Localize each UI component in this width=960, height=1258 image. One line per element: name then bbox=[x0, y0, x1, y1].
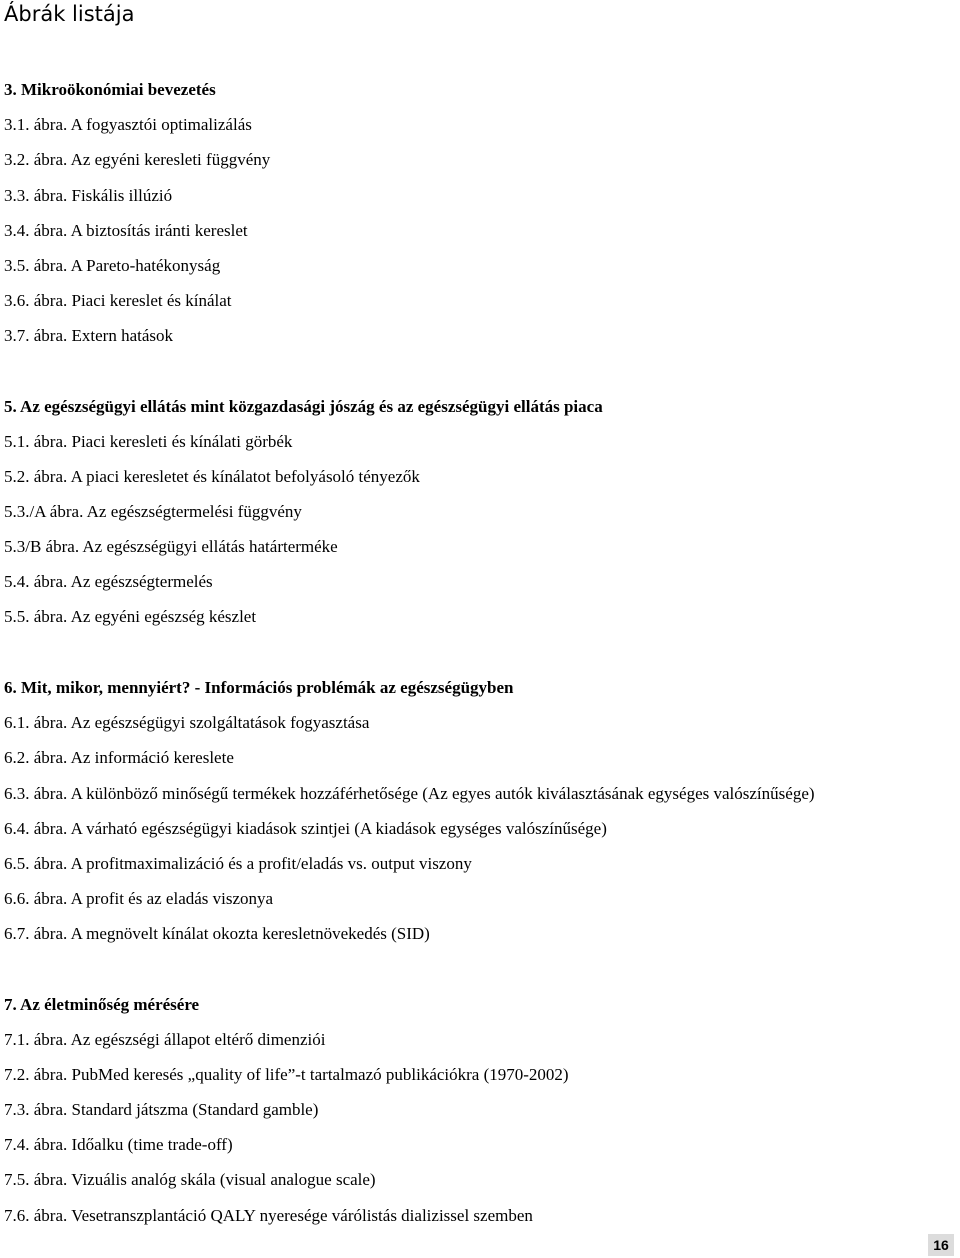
list-line: 6.7. ábra. A megnövelt kínálat okozta keresletnövekedés (SID) bbox=[4, 924, 430, 943]
list-line: 6.4. ábra. A várható egészségügyi kiadások szintjei (A kiadások egységes valószínűsége) bbox=[4, 819, 607, 838]
list-line: 5.1. ábra. Piaci keresleti és kínálati görbék bbox=[4, 432, 293, 451]
list-line: 7.1. ábra. Az egészségi állapot eltérő dimenziói bbox=[4, 1030, 326, 1049]
list-line: 7. Az életminőség mérésére bbox=[4, 995, 200, 1014]
list-line: 5. Az egészségügyi ellátás mint közgazdasági jószág és az egészségügyi ellátás piaca bbox=[4, 397, 603, 416]
list-line: 5.2. ábra. A piaci keresletet és kínálatot befolyásoló tényezők bbox=[4, 467, 420, 486]
list-line: 3.7. ábra. Extern hatások bbox=[4, 326, 173, 345]
list-line: 7.3. ábra. Standard játszma (Standard gamble) bbox=[4, 1100, 319, 1119]
list-line: 6.6. ábra. A profit és az eladás viszonya bbox=[4, 889, 274, 908]
list-line: 7.5. ábra. Vizuális analóg skála (visual analogue scale) bbox=[4, 1170, 376, 1189]
list-line: 6.1. ábra. Az egészségügyi szolgáltatások fogyasztása bbox=[4, 713, 370, 732]
page-number: 16 bbox=[928, 1234, 954, 1256]
list-line: 3. Mikroökonómiai bevezetés bbox=[4, 80, 216, 99]
list-line: 6.2. ábra. Az információ kereslete bbox=[4, 748, 234, 767]
list-line: 6. Mit, mikor, mennyiért? - Információs problémák az egészségügyben bbox=[4, 678, 514, 697]
list-line: 5.4. ábra. Az egészségtermelés bbox=[4, 572, 213, 591]
list-line: 5.3/B ábra. Az egészségügyi ellátás határterméke bbox=[4, 537, 338, 556]
list-line: 7.2. ábra. PubMed keresés „quality of life”-t tartalmazó publikációkra (1970-2002) bbox=[4, 1065, 569, 1084]
list-line: 3.2. ábra. Az egyéni keresleti függvény bbox=[4, 150, 271, 169]
list-line: 7.6. ábra. Vesetranszplantáció QALY nyeresége várólistás dializissel szemben bbox=[4, 1206, 533, 1225]
list-line: 5.3./A ábra. Az egészségtermelési függvény bbox=[4, 502, 302, 521]
list-line: 5.5. ábra. Az egyéni egészség készlet bbox=[4, 607, 257, 626]
page-title: Ábrák listája bbox=[4, 2, 135, 26]
list-line: 3.1. ábra. A fogyasztói optimalizálás bbox=[4, 115, 252, 134]
list-line: 6.3. ábra. A különböző minőségű termékek hozzáférhetősége (Az egyes autók kiválasztásának egységes valószínűsége) bbox=[4, 784, 815, 803]
list-line: 3.6. ábra. Piaci kereslet és kínálat bbox=[4, 291, 232, 310]
list-line: 3.4. ábra. A biztosítás iránti kereslet bbox=[4, 221, 248, 240]
list-line: 3.5. ábra. A Pareto-hatékonyság bbox=[4, 256, 221, 275]
list-line: 6.5. ábra. A profitmaximalizáció és a profit/eladás vs. output viszony bbox=[4, 854, 472, 873]
list-line: 7.4. ábra. Időalku (time trade-off) bbox=[4, 1135, 233, 1154]
list-line: 3.3. ábra. Fiskális illúzió bbox=[4, 186, 173, 205]
